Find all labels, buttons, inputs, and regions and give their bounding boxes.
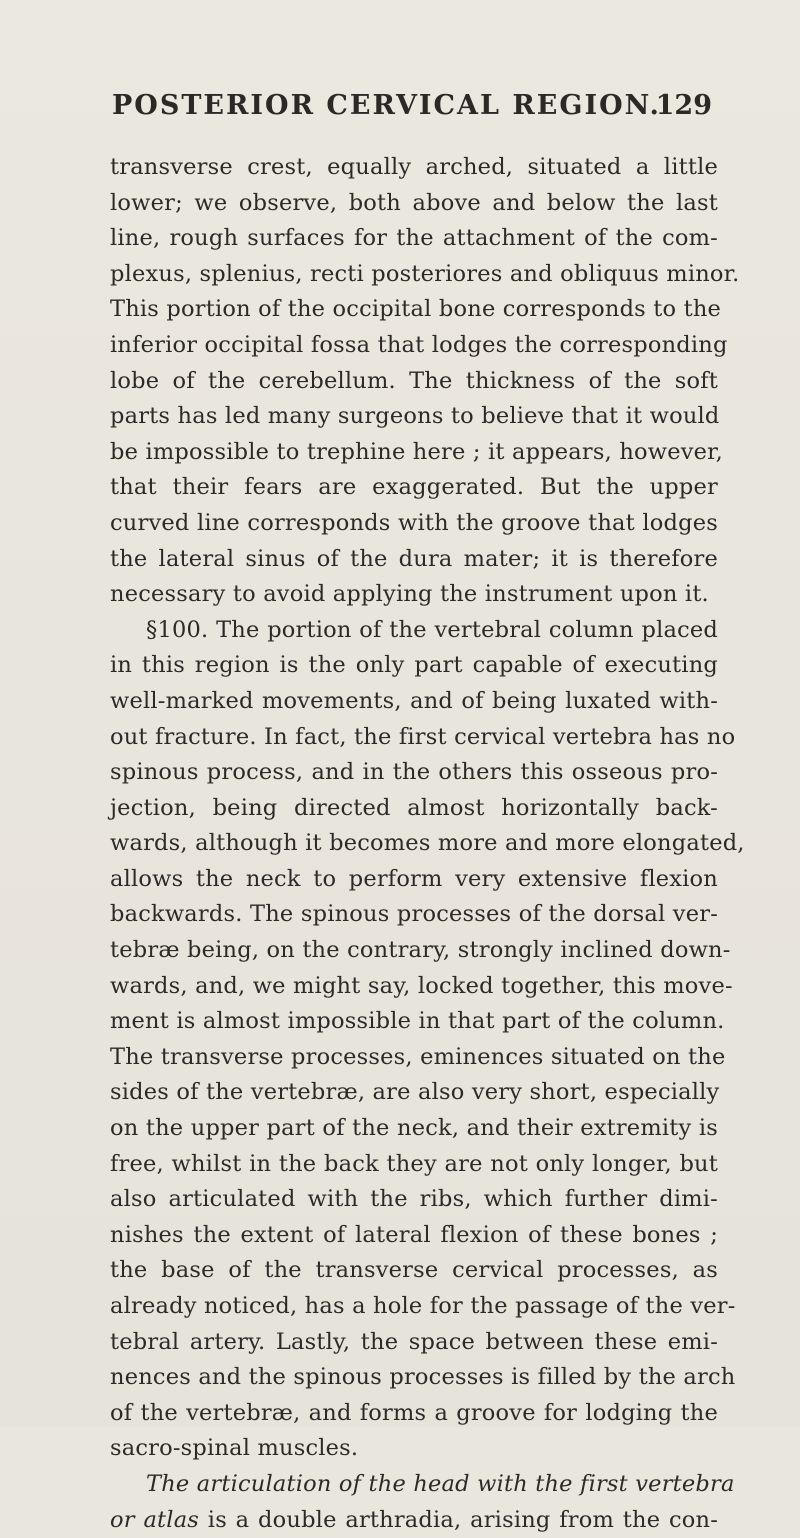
running-title: POSTERIOR CERVICAL REGION. xyxy=(112,90,661,121)
text-line: the lateral sinus of the dura mater; it is therefore xyxy=(110,545,718,572)
text-line: allows the neck to perform very extensive flexion xyxy=(110,865,718,892)
text-line: of the vertebræ, and forms a groove for lodging the xyxy=(110,1399,718,1426)
page-header xyxy=(112,90,712,130)
text-line: nences and the spinous processes is filled by the arch xyxy=(110,1364,736,1391)
text-line: sides of the vertebræ, are also very short, especially xyxy=(110,1079,720,1106)
text-line: transverse crest, equally arched, situated a little xyxy=(110,154,718,180)
text-line: This portion of the occipital bone corresponds to the xyxy=(110,296,722,323)
text-line: plexus, splenius, recti posteriores and obliquus minor. xyxy=(110,260,740,287)
text-line: well-marked movements, and of being luxated with- xyxy=(110,687,718,714)
text-line: sacro-spinal muscles. xyxy=(110,1435,359,1462)
text-line: lobe of the cerebellum. The thickness of the soft xyxy=(110,367,718,394)
text-line: wards, although it becomes more and more elongated, xyxy=(110,830,745,857)
text-line: the base of the transverse cervical processes, as xyxy=(110,1257,718,1284)
text-line: ment is almost impossible in that part of the column. xyxy=(110,1008,725,1035)
text-line: parts has led many surgeons to believe that it would xyxy=(110,403,720,430)
text-line: already noticed, has a hole for the passage of the ver- xyxy=(110,1293,736,1319)
text-line-mixed xyxy=(110,1503,718,1538)
text-line: in this region is the only part capable of executing xyxy=(110,652,718,679)
text-line: free, whilst in the back they are not only longer, but xyxy=(110,1150,718,1177)
page-number: 129 xyxy=(655,90,712,121)
text-line: wards, and, we might say, locked together, this move- xyxy=(110,972,733,999)
text-line: lower; we observe, both above and below the last xyxy=(110,189,718,216)
text-line: out fracture. In fact, the first cervical vertebra has no xyxy=(110,723,736,750)
text-line: inferior occipital fossa that lodges the corresponding xyxy=(110,331,728,358)
text-line: on the upper part of the neck, and their extremity is xyxy=(110,1115,718,1142)
text-line: tebræ being, on the contrary, strongly inclined down- xyxy=(110,937,731,964)
italic-heading-line: The articulation of the head with the first vertebra xyxy=(146,1470,735,1497)
text-line: that their fears are exaggerated. But the upper xyxy=(110,474,718,501)
text-line: necessary to avoid applying the instrument upon it. xyxy=(110,581,709,608)
italic-term: or atlas xyxy=(110,1506,200,1533)
text-line: be impossible to trephine here ; it appears, however, xyxy=(110,438,723,465)
text-line: also articulated with the ribs, which further dimi- xyxy=(110,1186,718,1213)
text-line: The transverse processes, eminences situated on the xyxy=(110,1043,726,1070)
text-line: backwards. The spinous processes of the dorsal ver- xyxy=(110,901,718,928)
body-text xyxy=(110,150,745,1538)
text-line: spinous process, and in the others this osseous pro- xyxy=(110,759,718,786)
text-line: jection, being directed almost horizontally back- xyxy=(110,794,718,821)
text-line: line, rough surfaces for the attachment of the com- xyxy=(110,225,718,252)
text-line: tebral artery. Lastly, the space between these emi- xyxy=(110,1328,718,1355)
text-line: curved line corresponds with the groove that lodges xyxy=(110,509,718,536)
text-run: is a double arthradia, arising from the con- xyxy=(199,1506,718,1533)
text-line: nishes the extent of lateral flexion of these bones ; xyxy=(110,1221,718,1248)
section-start-line: §100. The portion of the vertebral column placed xyxy=(146,616,718,643)
